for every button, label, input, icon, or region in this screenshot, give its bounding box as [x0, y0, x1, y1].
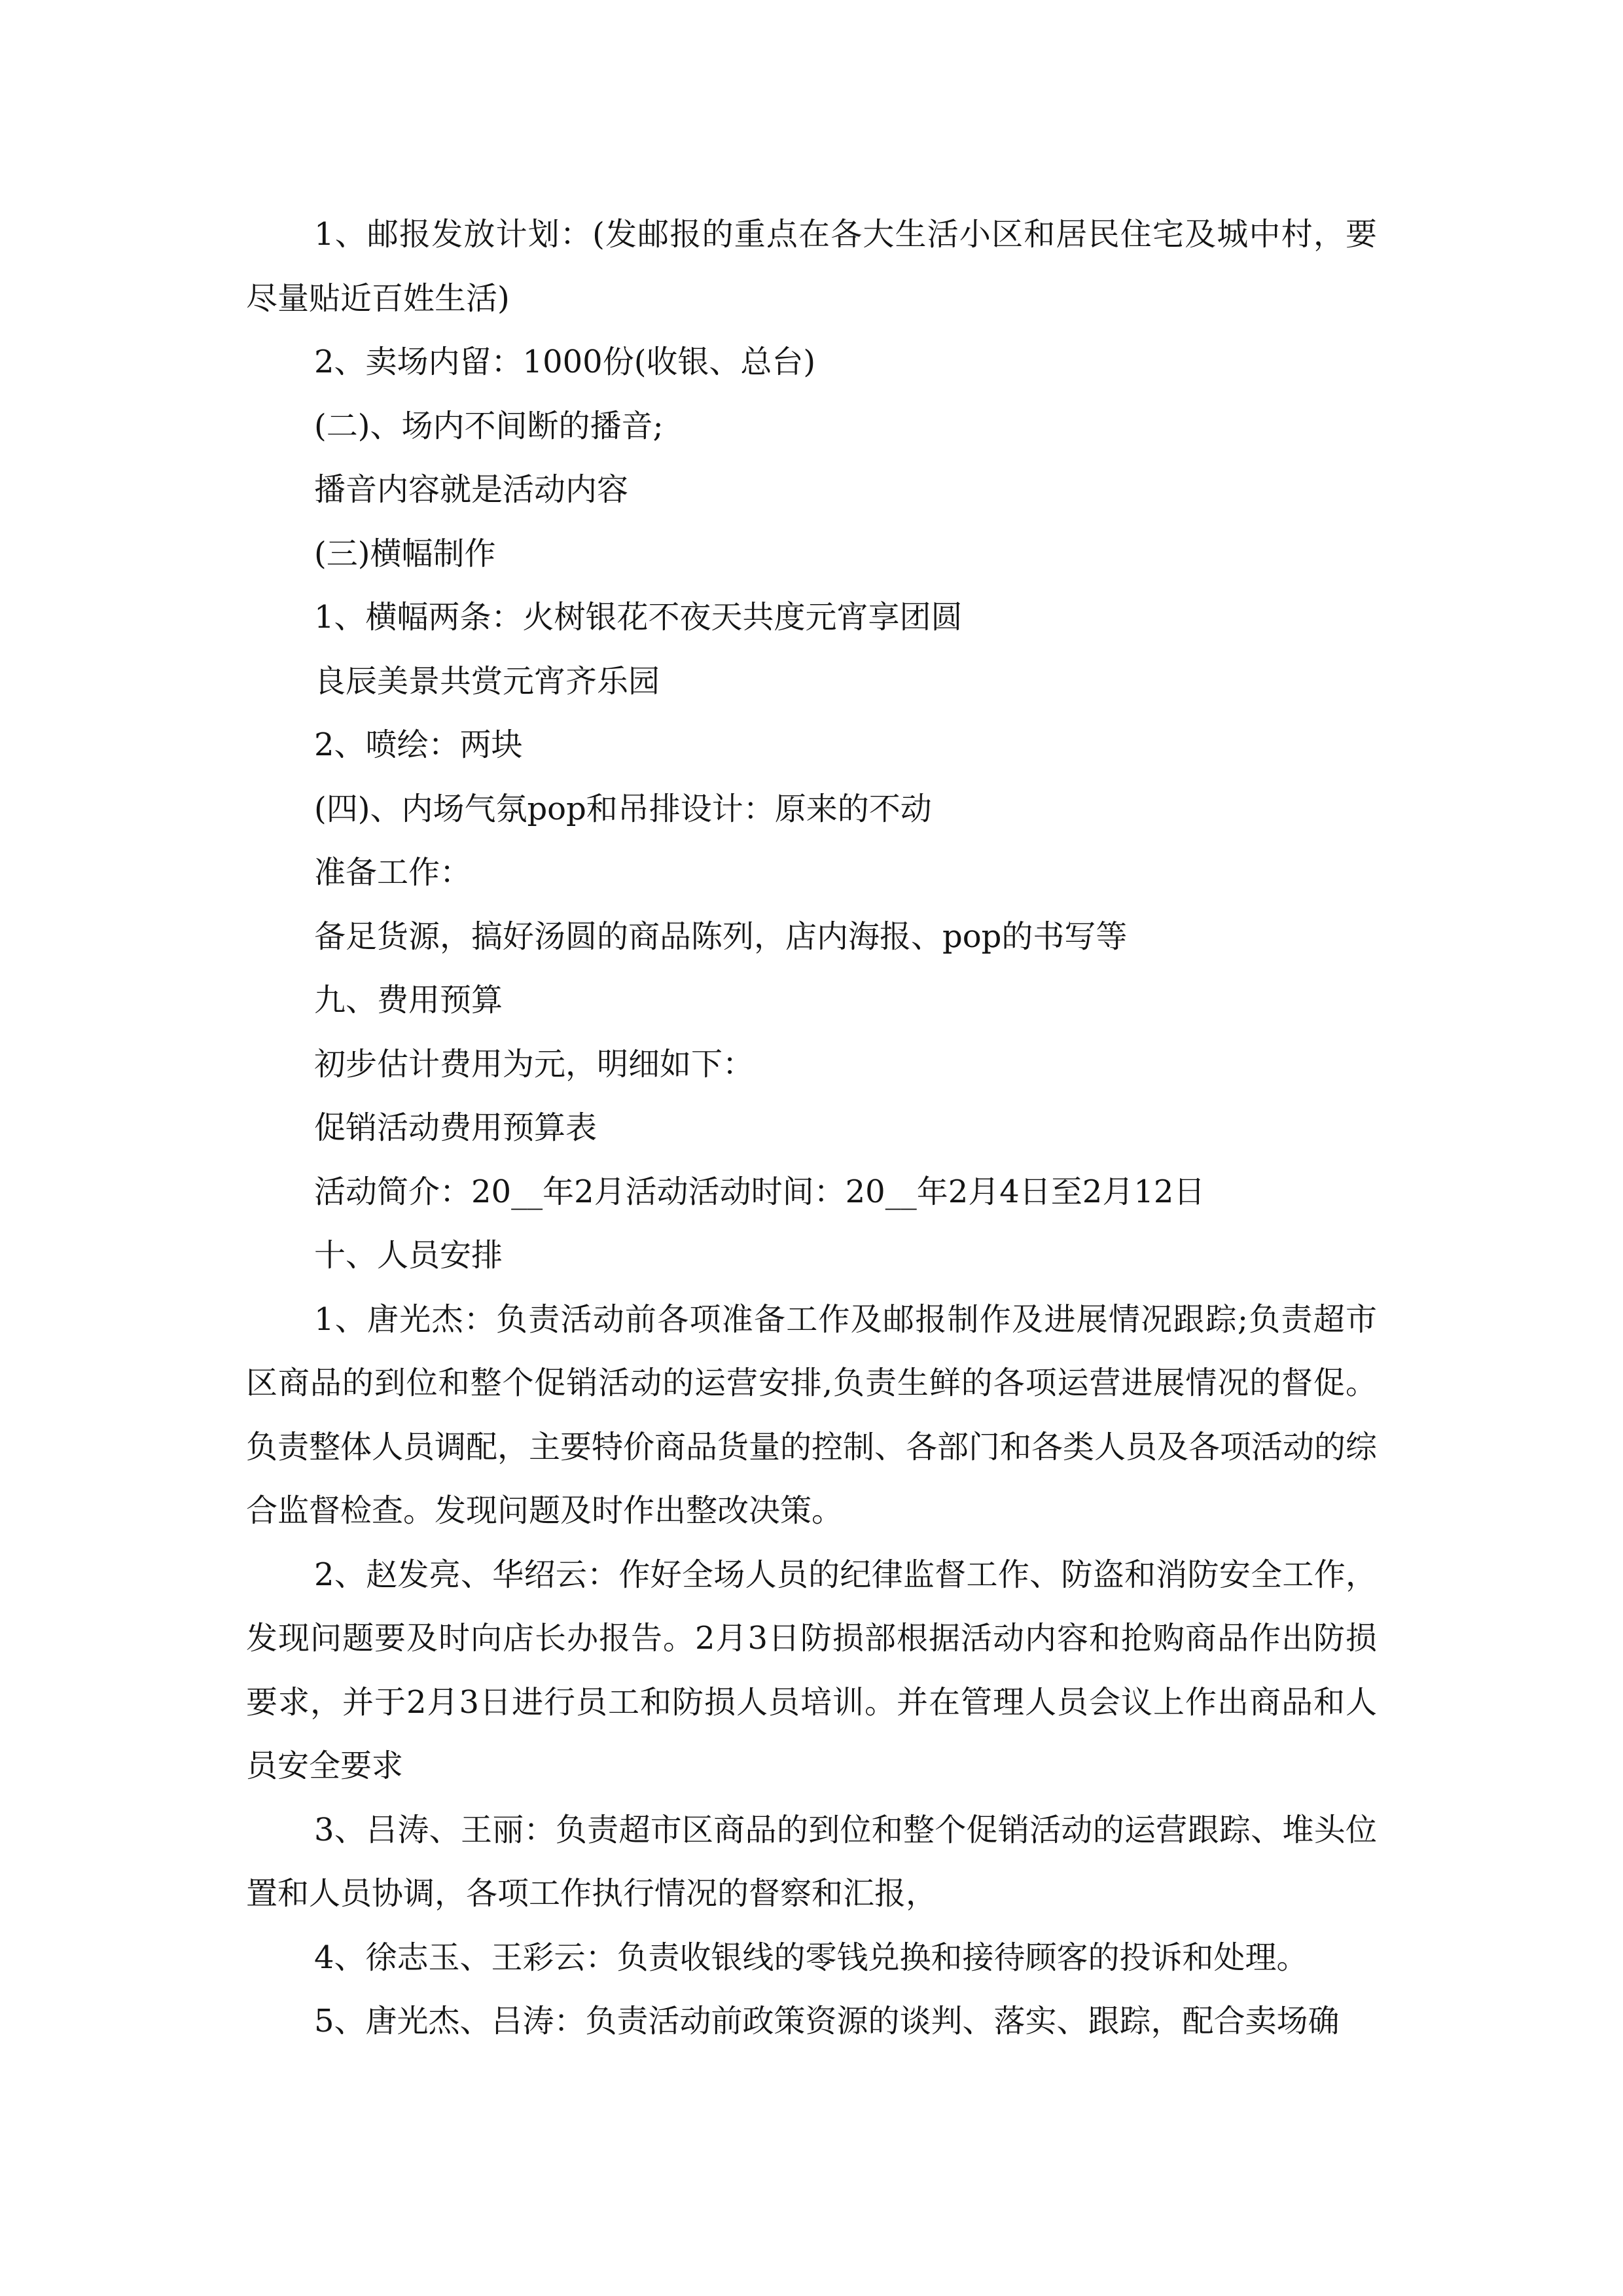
paragraph-staff-3: 3、吕涛、王丽：负责超市区商品的到位和整个促销活动的运营跟踪、堆头位置和人员协调，各项工作执行情况的督察和汇报，: [246, 1811, 1377, 1912]
section-heading-staff: 十、人员安排: [314, 1237, 503, 1274]
line-store-reserve: 2、卖场内留：1000份(收银、总台): [314, 344, 816, 380]
paragraph-mail-plan: 1、邮报发放计划：(发邮报的重点在各大生活小区和居民住宅及城中村，要尽量贴近百姓生活): [246, 216, 1377, 317]
section-heading-banner: (三)横幅制作: [314, 535, 496, 572]
section-heading-budget: 九、费用预算: [314, 982, 503, 1018]
section-heading-broadcast: (二)、场内不间断的播音;: [314, 407, 664, 444]
line-spray-paint: 2、喷绘：两块: [314, 726, 523, 763]
document-body: [246, 203, 1377, 2054]
line-banner-one: 1、横幅两条：火树银花不夜天共度元宵享团圆: [314, 599, 963, 636]
paragraph-staff-5: 5、唐光杰、吕涛：负责活动前政策资源的谈判、落实、跟踪，配合卖场确: [314, 2003, 1340, 2039]
line-prep-heading: 准备工作：: [314, 854, 472, 891]
line-banner-two: 良辰美景共赏元宵齐乐园: [314, 662, 660, 700]
section-heading-pop: (四)、内场气氛pop和吊排设计：原来的不动: [314, 790, 932, 827]
paragraph-staff-1: 1、唐光杰：负责活动前各项准备工作及邮报制作及进展情况跟踪;负责超市区商品的到位和整个促销活动的运营安排,负责生鲜的各项运营进展情况的督促。负责整体人员调配，主要特价商品货量的控制、各部门和各类人员及各项活动的综合监督检查。发现问题及时作出整改决策。: [246, 1300, 1378, 1529]
line-budget-table-title: 促销活动费用预算表: [314, 1109, 597, 1146]
paragraph-staff-2: 2、赵发亮、华绍云：作好全场人员的纪律监督工作、防盗和消防安全工作，发现问题要及时向店长办报告。2月3日防损部根据活动内容和抢购商品作出防损要求，并于2月3日进行员工和防损人员培训。并在管理人员会议上作出商品和人员安全要求: [246, 1556, 1377, 1784]
paragraph-staff-4: 4、徐志玉、王彩云：负责收银线的零钱兑换和接待顾客的投诉和处理。: [314, 1939, 1308, 1976]
line-prep-content: 备足货源，搞好汤圆的商品陈列，店内海报、pop的书写等: [314, 918, 1128, 955]
line-budget-estimate: 初步估计费用为元，明细如下：: [314, 1045, 755, 1083]
line-broadcast-content: 播音内容就是活动内容: [314, 471, 629, 508]
line-activity-intro: 活动简介：20__年2月活动活动时间：20__年2月4日至2月12日: [314, 1173, 1205, 1210]
